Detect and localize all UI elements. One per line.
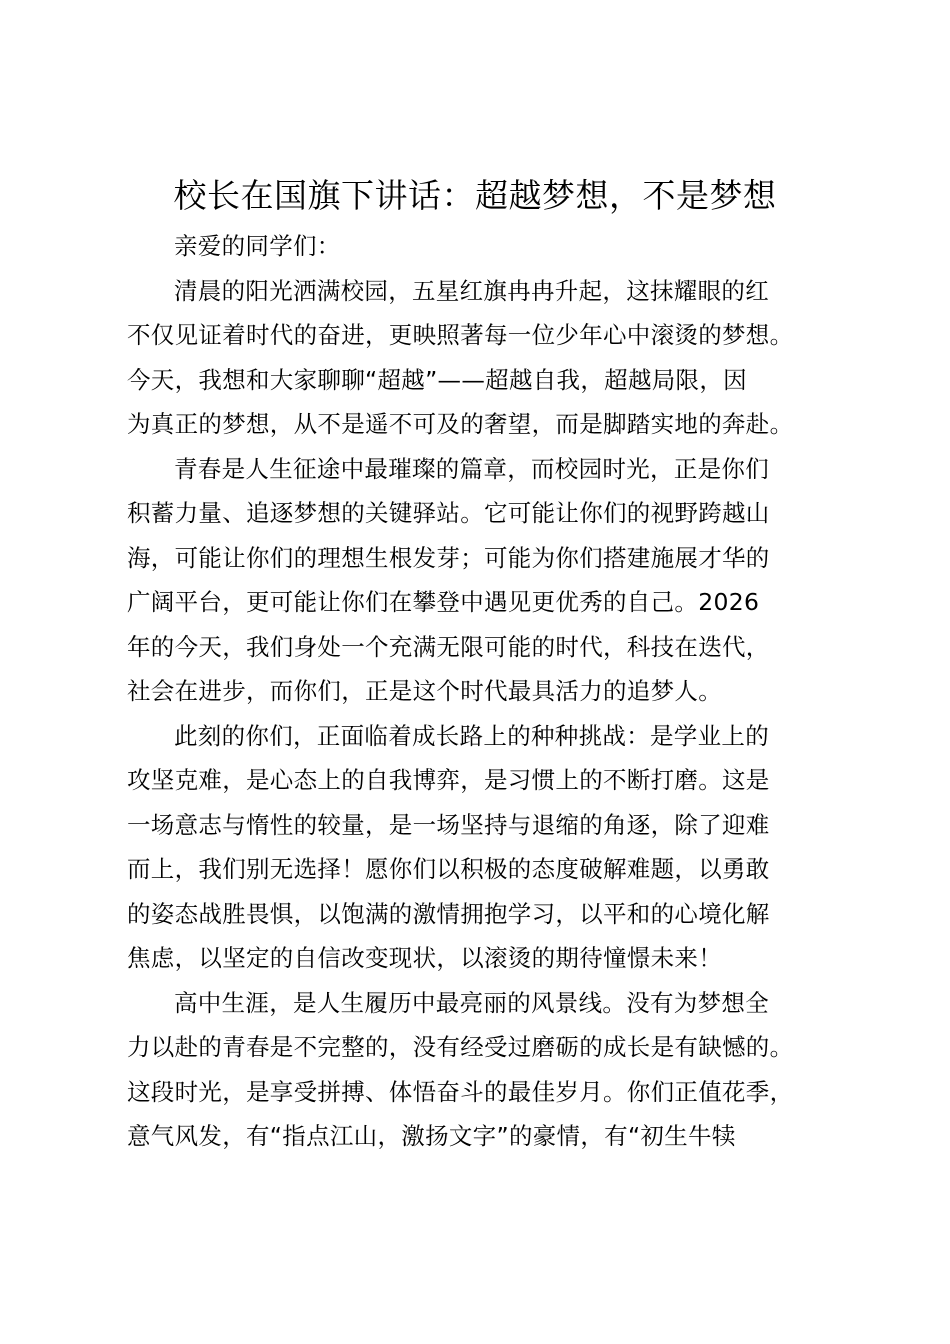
salutation: 亲爱的同学们： <box>174 232 341 260</box>
text-line: 年的今天，我们身处一个充满无限可能的时代，科技在迭代， <box>127 632 770 661</box>
text-line: 而上，我们别无选择！愿你们以积极的态度破解难题，以勇敢 <box>127 855 770 883</box>
text-line: 广阔平台，更可能让你们在攀登中遇见更优秀的自己。2026 <box>127 588 760 616</box>
text-line: 力以赴的青春是不完整的，没有经受过磨砺的成长是有缺憾的。 <box>127 1033 794 1061</box>
text-line: 社会在进步，而你们，正是这个时代最具活力的追梦人。 <box>127 677 722 705</box>
text-line: 不仅见证着时代的奋进，更映照著每一位少年心中滚烫的梦想。 <box>127 321 794 349</box>
text-line: 此刻的你们，正面临着成长路上的种种挑战：是学业上的 <box>174 721 769 750</box>
text-line: 的姿态战胜畏惧，以饱满的激情拥抱学习，以平和的心境化解 <box>127 899 770 928</box>
text-line: 青春是人生征途中最璀璨的篇章，而校园时光，正是你们 <box>174 454 769 483</box>
text-line: 焦虑，以坚定的自信改变现状，以滚烫的期待憧憬未来！ <box>127 944 722 972</box>
text-line: 这段时光，是享受拼搏、体悟奋斗的最佳岁月。你们正值花季， <box>127 1077 794 1106</box>
text-line: 清晨的阳光洒满校园，五星红旗冉冉升起，这抹耀眼的红 <box>174 276 769 305</box>
text-line: 为真正的梦想，从不是遥不可及的奢望，而是脚踏实地的奔赴。 <box>127 410 794 438</box>
text-line: 意气风发，有“指点江山，激扬文字”的豪情，有“初生牛犊 <box>127 1122 736 1150</box>
paragraph-2 <box>127 447 857 714</box>
text-line: 攻坚克难，是心态上的自我博弈，是习惯上的不断打磨。这是 <box>127 766 770 794</box>
text-line: 今天，我想和大家聊聊“超越”——超越自我，超越局限，因 <box>127 365 747 394</box>
text-line: 海，可能让你们的理想生根发芽；可能为你们搭建施展才华的 <box>127 543 770 572</box>
paragraph-3 <box>127 714 857 981</box>
text-line: 高中生涯，是人生履历中最亮丽的风景线。没有为梦想全 <box>174 988 769 1017</box>
document-title: 校长在国旗下讲话：超越梦想，不是梦想 <box>173 176 777 215</box>
paragraph-1 <box>127 269 857 447</box>
document-body <box>127 224 857 1159</box>
text-line: 积蓄力量、追逐梦想的关键驿站。它可能让你们的视野跨越山 <box>127 499 770 527</box>
text-line: 一场意志与惰性的较量，是一场坚持与退缩的角逐，除了迎难 <box>127 810 770 839</box>
paragraph-4 <box>127 981 857 1159</box>
